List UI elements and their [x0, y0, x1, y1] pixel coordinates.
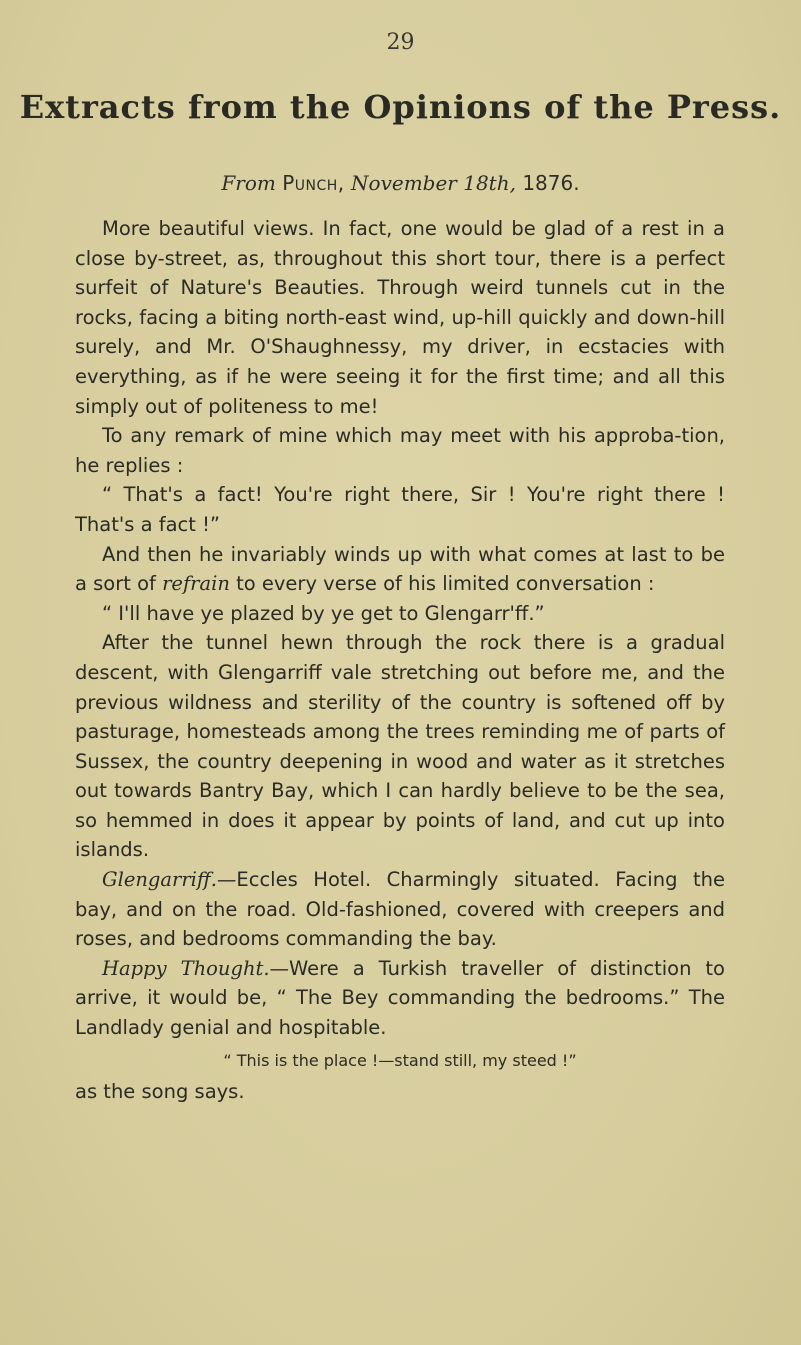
quote-paragraph: “ That's a fact! You're right there, Sir ! You're right there ! That's a fact !”: [75, 483, 725, 536]
paragraph-text: to every verse of his limited conversation :: [229, 572, 655, 596]
source-year: 1876.: [522, 171, 580, 195]
paragraph: [75, 954, 725, 1043]
italic-term: refrain: [162, 572, 230, 596]
source-publication: Punch,: [282, 171, 345, 195]
source-date: November 18th,: [351, 171, 516, 195]
quote-paragraph: “ I'll have ye plazed by ye get to Glengarr'ff.”: [102, 601, 545, 625]
source-prefix: From: [221, 171, 276, 195]
paragraph: After the tunnel hewn through the rock there is a gradual descent, with Glengarriff vale stretching out before me, and the previous wildness and sterility of the country is softened off by pasturage, homesteads among the trees reminding me of parts of Sussex, the country deepening in wood and water as it stretches out towards Bantry Bay, which I can hardly believe to be the sea, so hemmed in does it appear by points of land, and cut up into islands.: [75, 631, 725, 862]
italic-lead: Glengarriff.: [102, 868, 217, 892]
song-quote: “ This is the place !—stand still, my steed !”: [223, 1050, 577, 1070]
paragraph-text: —Eccles Hotel. Charmingly situated. Facing the bay, and on the road. Old-fashioned, covered with creepers and roses, and bedrooms commanding the bay.: [75, 868, 725, 951]
article-body: [75, 214, 725, 1106]
section-heading: Extracts from the Opinions of the Press.: [19, 88, 782, 126]
closing-line: as the song says.: [75, 1079, 245, 1103]
italic-lead: Happy Thought.: [102, 956, 270, 980]
paragraph: [75, 540, 725, 599]
paragraph: More beautiful views. In fact, one would be glad of a rest in a close by-street, as, throughout this short tour, there is a perfect surfeit of Nature's Beauties. Through weird tunnels cut in the rocks, facing a biting north-east wind, up-hill quickly and down-hill surely, and Mr. O'Shaughnessy, my driver, in ecstacies with everything, as if he were seeing it for the first time; and all this simply out of politeness to me!: [75, 217, 725, 418]
page-number: 29: [386, 30, 415, 55]
paragraph: To any remark of mine which may meet with his approba-tion, he replies :: [75, 424, 725, 477]
paragraph-text: And then he invariably winds up with what comes at last to be a sort of: [75, 542, 725, 596]
source-citation: [0, 171, 801, 195]
paragraph: [75, 865, 725, 954]
paragraph-text: —Were a Turkish traveller of distinction to arrive, it would be, “ The Bey commanding the bedrooms.” The Landlady genial and hospitable.: [75, 956, 725, 1040]
